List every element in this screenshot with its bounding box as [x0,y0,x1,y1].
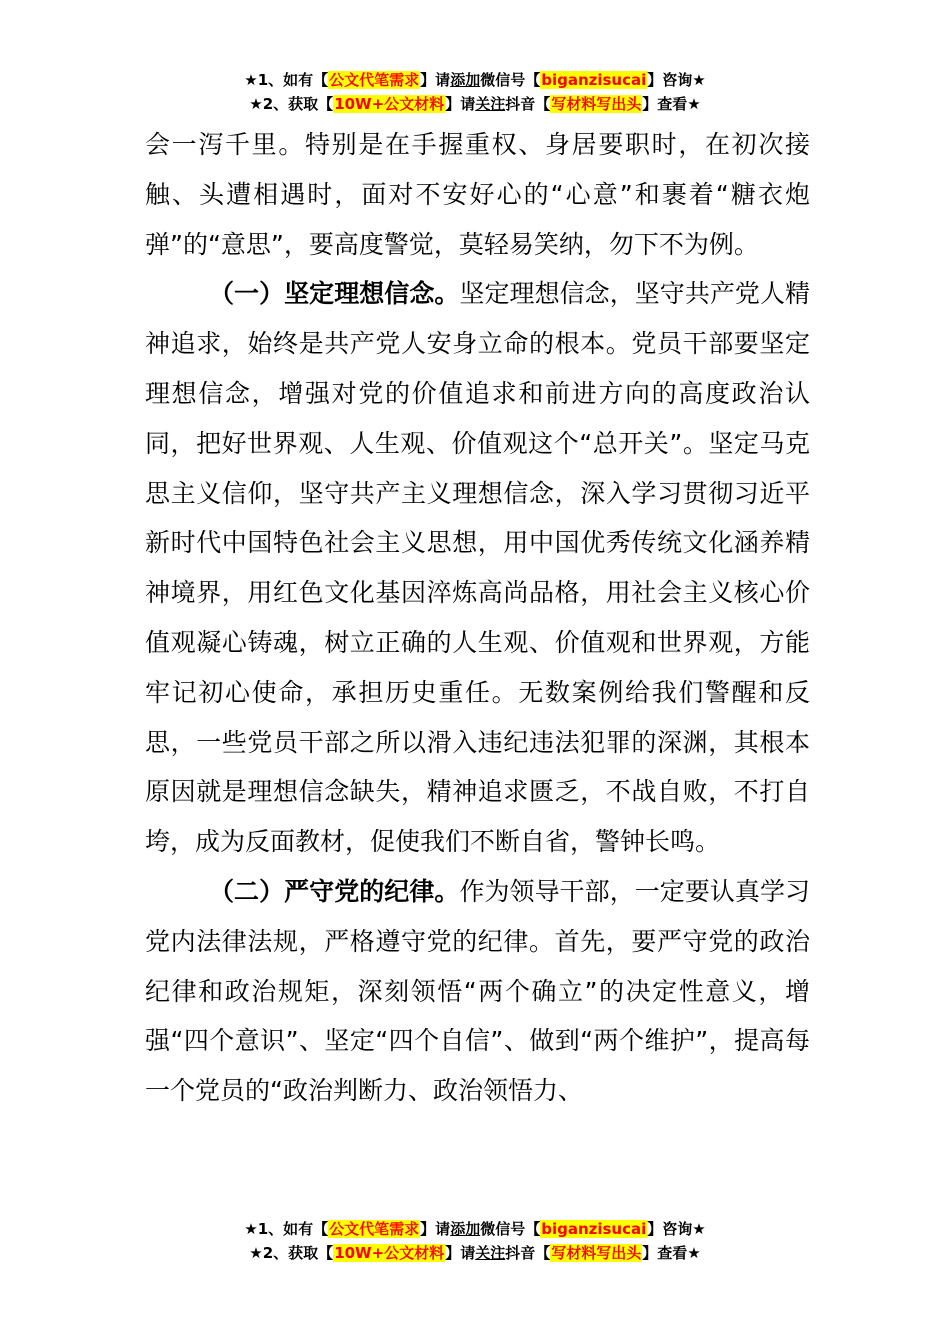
header-banner [0,68,950,116]
paragraph-section-2 [145,867,810,1116]
section-1-text: 坚定理想信念，坚守共产党人精神追求，始终是共产党人安身立命的根本。党员干部要坚定理想信念，增强对党的价值追求和前进方向的高度政治认同，把好世界观、人生观、价值观这个“总开关”。坚定马克思主义信仰，坚守共产主义理想信念，深入学习贯彻习近平新时代中国特色社会主义思想，用中国优秀传统文化涵养精神境界，用红色文化基因淬炼高尚品格，用社会主义核心价值观凝心铸魂，树立正确的人生观、价值观和世界观，方能牢记初心使命，承担历史重任。无数案例给我们警醒和反思，一些党员干部之所以滑入违纪违法犯罪的深渊，其根本原因就是理想信念缺失，精神追求匮乏，不战自败，不打自垮，成为反面教材，促使我们不断自省，警钟长鸣。 [145,279,810,857]
banner-line-2: ★2、获取【10W+公文材料】请关注抖音【写材料写出头】查看★ [249,95,701,113]
paragraph-continuation: 会一泻千里。特别是在手握重权、身居要职时，在初次接触、头遭相遇时，面对不安好心的“心意”和裹着“糖衣炮弹”的“意思”，要高度警觉，莫轻易笑纳，勿下不为例。 [145,130,810,259]
section-2-heading: （二）严守党的纪律。 [209,876,460,906]
banner-line-2: ★2、获取【10W+公文材料】请关注抖音【写材料写出头】查看★ [249,1244,701,1262]
highlight-materials: 10W+公文材料 [334,1244,445,1262]
highlight-service: 公文代笔需求 [329,1220,420,1238]
section-1-heading: （一）坚定理想信念。 [209,279,460,309]
highlight-wechat-id: biganzisucai [541,1220,647,1238]
footer-banner [0,1217,950,1265]
banner-line-1: ★1、如有【公文代笔需求】请添加微信号【biganzisucai】咨询★ [244,1220,706,1238]
highlight-materials: 10W+公文材料 [334,95,445,113]
highlight-service: 公文代笔需求 [329,71,420,89]
banner-line-1: ★1、如有【公文代笔需求】请添加微信号【biganzisucai】咨询★ [244,71,706,89]
paragraph-section-1 [145,269,810,867]
highlight-wechat-id: biganzisucai [541,71,647,89]
highlight-douyin: 写材料写出头 [551,95,642,113]
section-2-text: 作为领导干部，一定要认真学习党内法律法规，严格遵守党的纪律。首先，要严守党的政治纪律和政治规矩，深刻领悟“两个确立”的决定性意义，增强“四个意识”、坚定“四个自信”、做到“两个维护”，提高每一个党员的“政治判断力、政治领悟力、 [145,876,810,1106]
highlight-douyin: 写材料写出头 [551,1244,642,1262]
document-body [145,120,810,1116]
